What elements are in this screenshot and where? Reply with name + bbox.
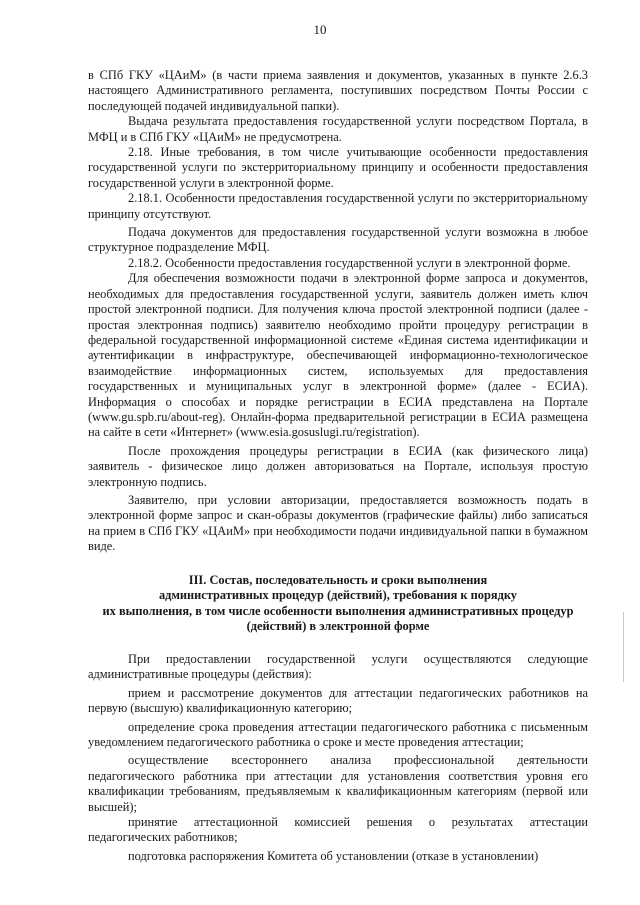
paragraph: принятие аттестационной комиссией решения о результатах аттестации педагогических работников; bbox=[88, 815, 588, 845]
section-heading bbox=[88, 573, 588, 635]
section-heading-line: III. Состав, последовательность и сроки выполнения bbox=[188, 572, 488, 587]
paragraph: подготовка распоряжения Комитета об установлении (отказе в установлении) bbox=[128, 848, 539, 863]
page-number: 10 bbox=[313, 22, 327, 37]
paragraph: Подача документов для предоставления государственной услуги возможна в любое структурное подразделение МФЦ. bbox=[88, 225, 588, 255]
paragraph: в СПб ГКУ «ЦАиМ» (в части приема заявления и документов, указанных в пункте 2.6.3 настоящего Административного регламента, поступивших посредством Почты России с последующей подачей индивидуальной папки). bbox=[88, 68, 588, 113]
paragraph: прием и рассмотрение документов для аттестации педагогических работников на первую (высшую) квалификационную категорию; bbox=[88, 685, 588, 716]
scan-margin-mark bbox=[623, 612, 624, 682]
paragraph: определение срока проведения аттестации педагогического работника с письменным уведомлением педагогического работника о сроке и месте проведения аттестации; bbox=[88, 719, 588, 749]
paragraph: При предоставлении государственной услуги осуществляются следующие административные процедуры (действия): bbox=[88, 651, 588, 682]
section-heading-line: их выполнения, в том числе особенности выполнения административных процедур bbox=[102, 603, 574, 618]
paragraph: Заявителю, при условии авторизации, предоставляется возможность подать в электронной форме запрос и скан-образы документов (графические файлы) либо записаться на прием в СПб ГКУ «ЦАиМ» при необходимости подачи индивидуальной папки в бумажном виде. bbox=[88, 492, 588, 554]
paragraph: Для обеспечения возможности подачи в электронной форме запроса и документов, необходимых для предоставления государственной услуги, заявитель должен иметь ключ простой электронной подписи. Для получения ключа простой электронной подписи (далее - простая электронная подпись) заявителю необходимо пройти процедуру регистрации в федеральной государственной информационной системе «Единая система идентификации и аутентификации в инфраструктуре, обеспечивающей информационно-технологическое взаимодействие информационных систем, используемых для предоставления государственных и муниципальных услуг в электронной форме» (далее - ЕСИА). Информация о способах и порядке регистрации в ЕСИА представлена на Портале (www.gu.spb.ru/about-reg). Онлайн-форма предварительной регистрации в ЕСИА размещена на сайте в сети «Интернет» (www.esia.gosuslugi.ru/registration). bbox=[88, 271, 588, 440]
paragraph: 2.18. Иные требования, в том числе учитывающие особенности предоставления государственной услуги по экстерриториальному принципу и особенности предоставления государственной услуги в электронной форме. bbox=[88, 145, 588, 190]
paragraph: осуществление всестороннего анализа профессиональной деятельности педагогического работника при аттестации для установления соответствия уровня его квалификации требованиям, предъявляемым к квалификационным категориям (первой или высшей); bbox=[88, 753, 588, 814]
document-body bbox=[88, 68, 588, 864]
section-heading-line: (действий) в электронной форме bbox=[246, 619, 430, 634]
paragraph: После прохождения процедуры регистрации в ЕСИА (как физического лица) заявитель - физическое лицо должен авторизоваться на Портале, используя простую электронную подпись. bbox=[88, 443, 588, 489]
paragraph: 2.18.2. Особенности предоставления государственной услуги в электронной форме. bbox=[128, 255, 571, 270]
paragraph: 2.18.1. Особенности предоставления государственной услуги по экстерриториальному принципу отсутствуют. bbox=[88, 191, 588, 221]
section-heading-line: административных процедур (действий), требования к порядку bbox=[158, 588, 517, 603]
paragraph: Выдача результата предоставления государственной услуги посредством Портала, в МФЦ и в СПб ГКУ «ЦАиМ» не предусмотрена. bbox=[88, 114, 588, 144]
